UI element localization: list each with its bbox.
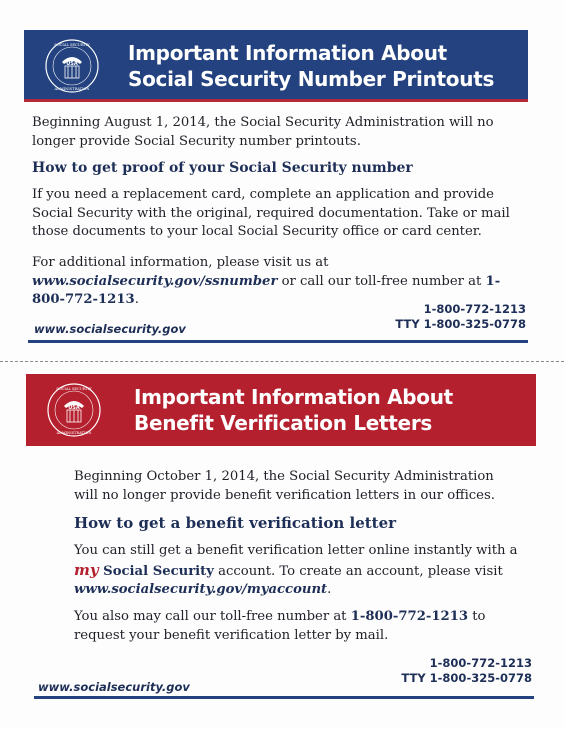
body-mid: account. To create an account, please visit	[213, 563, 503, 579]
body-prefix: You can still get a benefit verification letter online instantly with a	[74, 543, 518, 558]
section-heading: How to get proof of your Social Security number	[32, 160, 413, 176]
svg-text:USA: USA	[68, 405, 80, 411]
social-security-brand: Social Security	[98, 563, 214, 579]
banner-ssn-printouts	[24, 30, 528, 102]
call-text	[74, 608, 514, 645]
my-brand: my	[74, 560, 99, 579]
phone-number: 1-800-772-1213	[429, 656, 532, 670]
myaccount-link[interactable]: www.socialsecurity.gov/myaccount	[74, 582, 328, 597]
ssa-seal-icon	[46, 382, 102, 438]
svg-text:USA: USA	[66, 61, 78, 67]
additional-info-mid: or call our toll-free number at	[277, 273, 486, 289]
additional-info-prefix: For additional information, please visit us at	[32, 255, 329, 270]
intro-text: Beginning October 1, 2014, the Social Security Administration will no longer provide benefit verification letters in our offices.	[74, 469, 495, 503]
intro-text: Beginning August 1, 2014, the Social Security Administration will no longer provide Social Security number printouts.	[32, 115, 494, 149]
toll-free-phone: 1-800-772-1213	[350, 609, 469, 624]
ssnumber-link[interactable]: www.socialsecurity.gov/ssnumber	[32, 273, 278, 289]
banner-title: Important Information About Social Security Number Printouts	[128, 41, 495, 91]
contact-phones	[395, 302, 526, 332]
toll-free-phone: 1-800-772-1213	[32, 273, 501, 307]
website-link[interactable]: www.socialsecurity.gov	[38, 680, 190, 694]
call-suffix: to request your benefit verification letter by mail.	[74, 609, 486, 643]
svg-text:SOCIAL SECURITY: SOCIAL SECURITY	[56, 387, 92, 391]
ssa-seal-icon	[44, 38, 100, 94]
banner-benefit-letters	[26, 374, 536, 446]
body-text	[74, 542, 530, 600]
website-link[interactable]: www.socialsecurity.gov	[34, 322, 186, 336]
contact-phones	[401, 656, 532, 686]
svg-text:SOCIAL SECURITY: SOCIAL SECURITY	[54, 43, 90, 47]
svg-text:ADMINISTRATION: ADMINISTRATION	[56, 431, 92, 435]
tty-number: TTY 1-800-325-0778	[395, 317, 526, 331]
tty-number: TTY 1-800-325-0778	[401, 671, 532, 685]
body-suffix: .	[327, 582, 332, 597]
cut-line	[0, 361, 564, 362]
section-heading: How to get a benefit verification letter	[74, 514, 397, 532]
footer-rule	[28, 340, 528, 343]
banner-title: Important Information About Benefit Verification Letters	[134, 385, 453, 435]
footer-rule	[34, 696, 534, 699]
call-prefix: You also may call our toll-free number at	[74, 609, 351, 624]
body-text: If you need a replacement card, complete an application and provide Social Security with the original, required documentation. Take or mail those documents to your local Social Security office or card center.	[32, 187, 510, 239]
svg-text:ADMINISTRATION: ADMINISTRATION	[54, 87, 90, 91]
additional-info-suffix: .	[134, 292, 139, 307]
phone-number: 1-800-772-1213	[423, 302, 526, 316]
